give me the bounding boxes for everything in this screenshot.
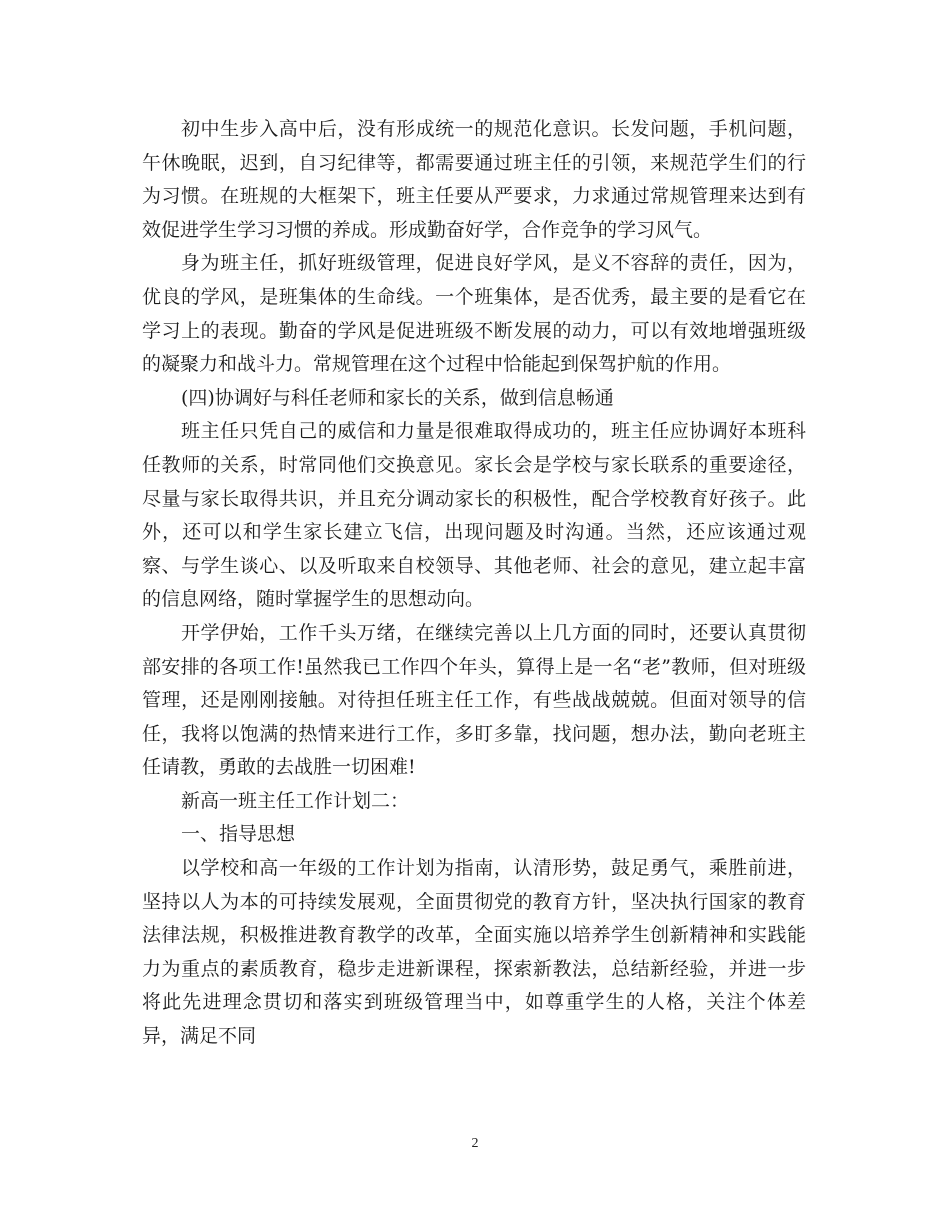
section-heading-guiding-ideology: 一、指导思想 — [181, 823, 296, 846]
paragraph-2: 身为班主任，抓好班级管理，促进良好学风，是义不容辞的责任，因为，优良的学风，是班集体的生命线。一个班集体，是否优秀，最主要的是看它在学习上的表现。勤奋的学风是促进班级不断发展的动力，可以有效地增强班级的凝聚力和战斗力。常规管理在这个过程中恰能起到保驾护航的作用。 — [142, 252, 806, 376]
document-body — [142, 113, 806, 1054]
paragraph-4: 开学伊始，工作千头万绪，在继续完善以上几方面的同时，还要认真贯彻部安排的各项工作!虽然我已工作四个年头，算得上是一名“老”教师，但对班级管理，还是刚刚接触。对待担任班主任工作，有些战战兢兢。但面对领导的信任，我将以饱满的热情来进行工作，多盯多靠，找问题，想办法，勤向老班主任请教，勇敢的去战胜一切困难! — [142, 621, 806, 779]
page-number: 2 — [471, 1136, 479, 1151]
section-heading-4: (四)协调好与科任老师和家长的关系，做到信息畅通 — [181, 386, 614, 409]
paragraph-5: 以学校和高一年级的工作计划为指南，认清形势，鼓足勇气，乘胜前进，坚持以人为本的可持续发展观，全面贯彻党的教育方针，坚决执行国家的教育法律法规，积极推进教育教学的改革，全面实施以培养学生创新精神和实践能力为重点的素质教育，稳步走进新课程，探索新教法，总结新经验，并进一步将此先进理念贯切和落实到班级管理当中，如尊重学生的人格，关注个体差异，满足不同 — [142, 857, 806, 1048]
paragraph-3: 班主任只凭自己的威信和力量是很难取得成功的，班主任应协调好本班科任教师的关系，时常同他们交换意见。家长会是学校与家长联系的重要途径，尽量与家长取得共识，并且充分调动家长的积极性，配合学校教育好孩子。此外，还可以和学生家长建立飞信，出现问题及时沟通。当然，还应该通过观察、与学生谈心、以及听取来自校领导、其他老师、社会的意见，建立起丰富的信息网络，随时掌握学生的思想动向。 — [142, 420, 806, 611]
plan-two-title: 新高一班主任工作计划二： — [181, 789, 410, 812]
paragraph-1: 初中生步入高中后，没有形成统一的规范化意识。长发问题，手机问题，午休晚眠，迟到，自习纪律等，都需要通过班主任的引领，来规范学生们的行为习惯。在班规的大框架下，班主任要从严要求，力求通过常规管理来达到有效促进学生学习习惯的养成。形成勤奋好学，合作竞争的学习风气。 — [142, 118, 806, 241]
